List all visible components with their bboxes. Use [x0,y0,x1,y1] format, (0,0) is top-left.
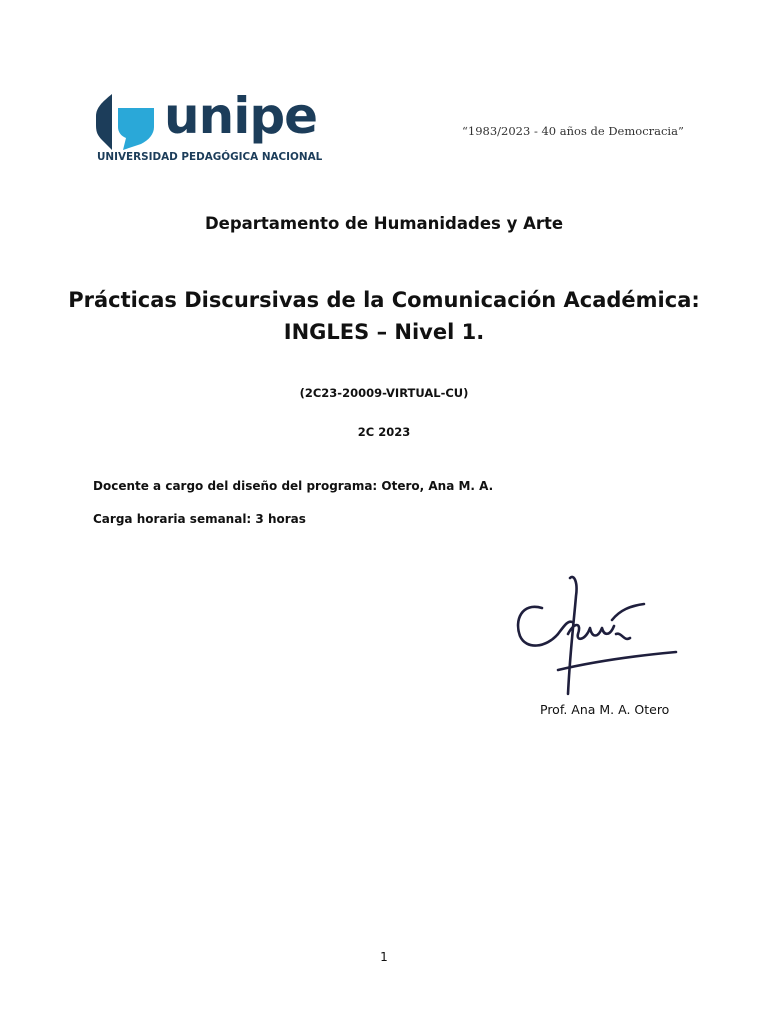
university-logo [96,87,326,167]
course-term: 2C 2023 [357,425,411,439]
department-heading: Departamento de Humanidades y Arte [204,214,564,233]
handwritten-signature [512,572,680,700]
course-title-line-1: Prácticas Discursivas de la Comunicación Académica: [68,288,700,312]
logo-mark-icon [96,94,154,150]
logo-subtitle: UNIVERSIDAD PEDAGÓGICA NACIONAL [97,151,323,163]
logo-wordmark: unipe [164,87,318,145]
weekly-hours: Carga horaria semanal: 3 horas [93,512,306,526]
motto: “1983/2023 - 40 años de Democracia” [462,124,684,138]
course-title [0,284,768,348]
signature-name: Prof. Ana M. A. Otero [540,702,670,717]
course-title-line-2: INGLES – Nivel 1. [283,320,485,344]
program-designer: Docente a cargo del diseño del programa: Otero, Ana M. A. [93,479,494,493]
course-code: (2C23-20009-VIRTUAL-CU) [299,386,469,400]
page-number: 1 [380,950,388,964]
